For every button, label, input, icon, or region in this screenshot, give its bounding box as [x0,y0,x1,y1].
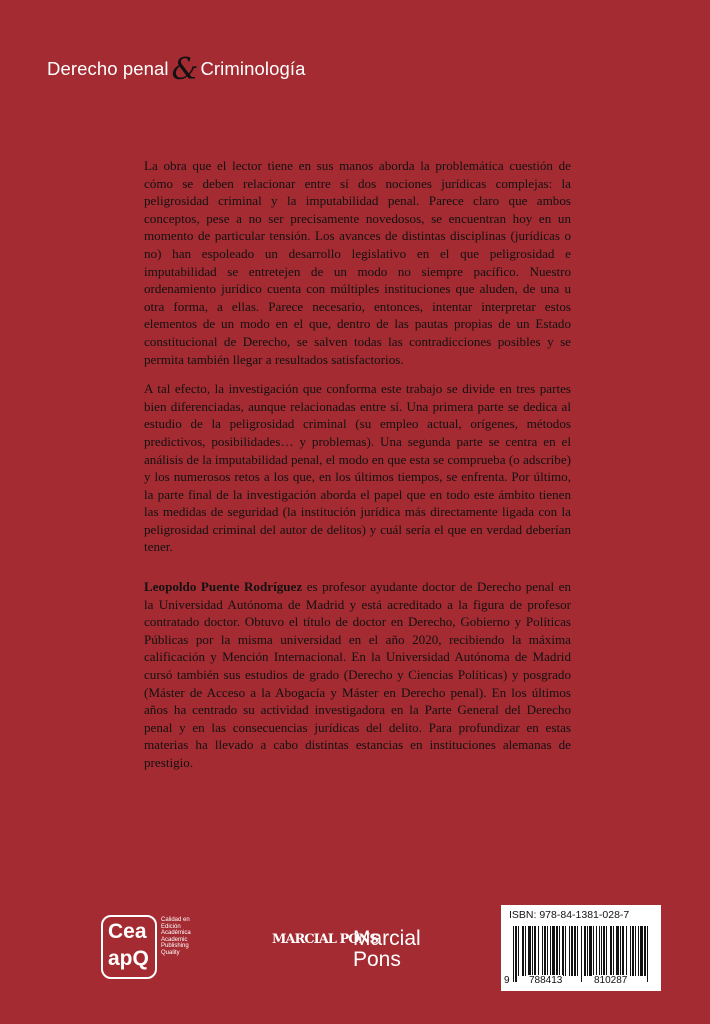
barcode-digits-right: 810287 [594,975,628,986]
barcode-bar [544,926,546,976]
publisher-logo [272,928,432,978]
ampersand-glyph: & [171,52,199,87]
author-bio [144,578,571,772]
barcode-bar [584,926,586,976]
isbn-number: ISBN: 978-84-1381-028-7 [509,909,630,921]
barcode-bar [538,926,539,976]
barcode-bar [565,926,566,976]
barcode-bar [569,926,570,976]
isbn-barcode [501,905,661,991]
barcode-bar [630,926,631,976]
publisher-name [353,928,421,970]
barcode-bar [547,926,548,976]
back-cover-text [144,157,571,784]
ceapq-logo-line2: apQ [108,947,149,970]
ceapq-caption-line: Quality [161,949,180,956]
barcode-bar [571,926,573,976]
synopsis-paragraph-2: A tal efecto, la investigación que conforma este trabajo se divide en tres partes bien diferenciadas, aunque relacionadas entre sí. Una primera parte se dedica al estudio de la peligrosidad criminal (su empleo actual, orígenes, métodos predictivos, posibilidades… y problemas). Una segunda parte se centra en el análisis de la imputabilidad penal, el modo en que esta se comprueba (o adscribe) y los numerosos retos a los que, en los últimos tiempos, se enfrenta. Por último, la parte final de la investigación aborda el papel que en todo este ámbito tienen las medidas de seguridad (la institución jurídica más directamente ligada con la peligrosidad criminal del autor de delitos) y cuál sería el que en verdad deberían tener. [144,381,571,555]
barcode-bar [574,926,576,976]
barcode-bar [610,926,612,976]
barcode-bar [550,926,551,976]
synopsis-paragraph-1: La obra que el lector tiene en sus manos aborda la problemática cuestión de cómo se deben relacionar entre sí dos nociones jurídicas complejas: la peligrosidad criminal y la imputabilidad penal. Parece claro que ambos conceptos, pese a no ser precisamente novedosos, se encuentran hoy en un momento de particular tensión. Los avances de distintas disciplinas (jurídicas o no) han espoleado un desarrollo legislativo en el que peligrosidad e imputabilidad se entretejen de un modo no siempre pacífico. Nuestro ordenamiento jurídico cuenta con múltiples instituciones que aluden, de una u otra forma, a ellas. Parece necesario, entonces, intentar interpretar estos elementos de un modo en el que, dentro de las pautas propias de un Estado constitucional de Derecho, se salven todas las contradicciones posibles y se permita también llegar a resultados satisfactorios. [144,158,571,367]
barcode-bar [647,926,648,982]
publisher-name-line1: Marcial [353,927,421,950]
barcode-bar [562,926,564,976]
barcode-bar [556,926,558,976]
barcode-bar [626,926,627,976]
series-title-part2: Criminología [200,58,306,79]
ceapq-logo-line1: Cea [108,920,147,943]
publisher-name-line2: Pons [353,948,401,971]
barcode-bar [522,926,524,976]
barcode-bar [581,926,582,982]
barcode-bar [644,926,646,976]
barcode-bar [601,926,602,976]
barcode-bar [542,926,543,976]
series-title-part1: Derecho penal [47,58,169,79]
barcode-bar [616,926,619,976]
barcode-bar [640,926,643,976]
barcode-icon [513,926,649,982]
barcode-bar [603,926,605,976]
barcode-bar [518,926,519,976]
barcode-bar [577,926,578,976]
author-bio-text: es profesor ayudante doctor de Derecho penal en la Universidad Autónoma de Madrid y está acreditado a la figura de profesor contratado doctor. Obtuvo el título de doctor en Derecho, Gobierno y Políticas Públicas por la misma universidad en el año 2020, recibiendo la máxima calificación y Mención Internacional. En la Universidad Autónoma de Madrid cursó también sus estudios de grado (Derecho y Ciencias Políticas) y posgrado (Máster de Acceso a la Abogacía y Máster en Derecho penal). En los últimos años ha centrado su actividad investigadora en la Parte General del Derecho penal y en las consecuencias jurídicas del delito. Para profundizar en estas materias ha llevado a cabo distintas estancias en instituciones alemanas de prestigio. [144,579,571,770]
barcode-bar [613,926,614,976]
barcode-bar [552,926,555,976]
publisher-mark-icon: MARCIAL PONS [272,932,378,947]
barcode-digit-first: 9 [504,975,510,986]
barcode-bar [559,926,560,976]
barcode-bar [632,926,634,976]
barcode-bar [593,926,594,976]
ceapq-caption-line: Académica [161,930,191,937]
barcode-digits-left: 788413 [529,975,563,986]
author-name: Leopoldo Puente Rodríguez [144,579,303,595]
ceapq-seal [101,915,211,985]
barcode-bar [620,926,621,976]
barcode-bar [589,926,592,976]
barcode-bar [599,926,600,976]
barcode-bar [515,926,517,982]
ceapq-caption [161,917,211,957]
barcode-bar [513,926,514,982]
barcode-bar [635,926,636,976]
ceapq-caption-line: Publishing [161,943,189,950]
barcode-bar [587,926,588,976]
barcode-bar [638,926,639,976]
barcode-bar [534,926,536,976]
barcode-bar [525,926,526,976]
ceapq-logo-icon [101,915,157,979]
series-title [47,48,306,87]
barcode-bar [596,926,597,976]
barcode-bar [622,926,624,976]
barcode-bar [606,926,607,976]
barcode-bar [528,926,531,976]
ceapq-caption-line: Academic [161,936,188,943]
ceapq-caption-line: Calidad en [161,917,190,923]
barcode-bar [532,926,533,976]
ceapq-caption-line: Edición [161,923,181,930]
